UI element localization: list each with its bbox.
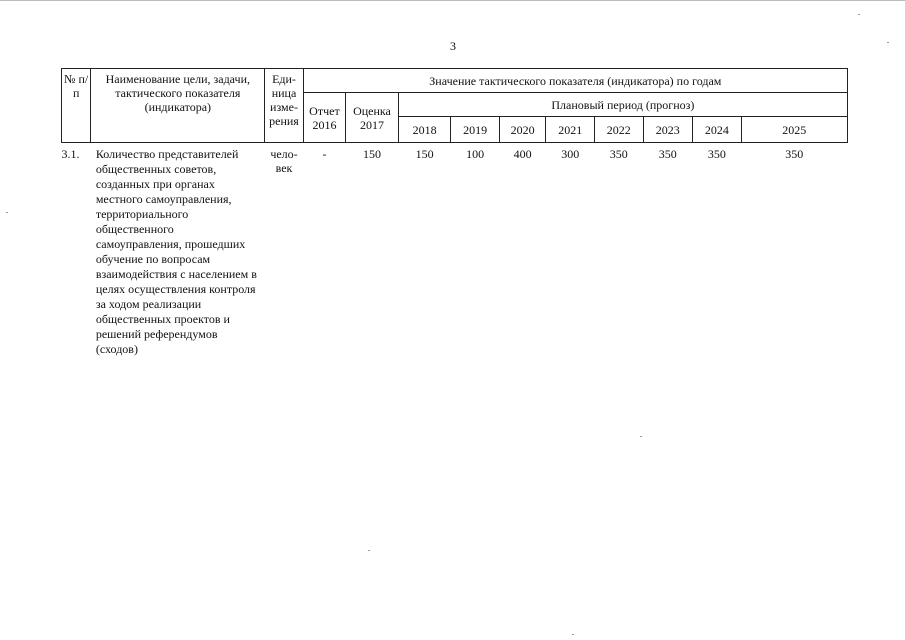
row-name: Количество представителей общественных советов, созданных при органах местного самоуправления, территориального общественного самоуправления, прошедших обучение по вопросам взаимодействия с населением в целях осуществления контроля за ходом реализации общественных проектов и решений референдумов (сходов) — [95, 147, 257, 356]
scan-speck — [368, 550, 370, 551]
row-plan-value: 300 — [561, 147, 580, 161]
indicator-table — [61, 68, 848, 357]
header-value-group: Значение тактического показателя (индикатора) по годам — [303, 69, 847, 93]
header-year: 2021 — [546, 117, 595, 143]
row-plan-value: 400 — [513, 147, 532, 161]
row-plan-value: 350 — [707, 147, 726, 161]
header-year: 2024 — [693, 117, 742, 143]
scan-speck — [858, 14, 860, 15]
row-unit: чело-век — [270, 147, 298, 175]
row-plan-value: 350 — [785, 147, 804, 161]
header-year: 2020 — [499, 117, 546, 143]
row-num: 3.1. — [61, 147, 80, 161]
row-plan-value: 350 — [609, 147, 628, 161]
header-unit: Еди-ница изме-рения — [265, 69, 303, 143]
scan-speck — [887, 42, 889, 43]
row-estimate: 150 — [362, 147, 381, 161]
header-estimate: Оценка 2017 — [346, 93, 399, 143]
row-report: - — [322, 147, 327, 161]
row-plan-value: 350 — [658, 147, 677, 161]
header-num: № п/п — [62, 69, 91, 143]
row-plan-value: 100 — [466, 147, 485, 161]
header-plan-group: Плановый период (прогноз) — [398, 93, 847, 117]
header-year: 2022 — [594, 117, 643, 143]
top-edge-line — [0, 0, 905, 1]
header-year: 2018 — [398, 117, 451, 143]
table-row — [62, 143, 848, 358]
header-year: 2019 — [451, 117, 500, 143]
scan-speck — [640, 436, 642, 437]
page-number: 3 — [450, 39, 456, 53]
scan-speck — [6, 212, 8, 213]
header-name: Наименование цели, задачи, тактического показателя (индикатора) — [91, 69, 265, 143]
header-report: Отчет 2016 — [303, 93, 345, 143]
scan-speck — [572, 634, 574, 635]
row-plan-value: 150 — [415, 147, 434, 161]
header-year: 2023 — [643, 117, 693, 143]
header-year: 2025 — [741, 117, 847, 143]
